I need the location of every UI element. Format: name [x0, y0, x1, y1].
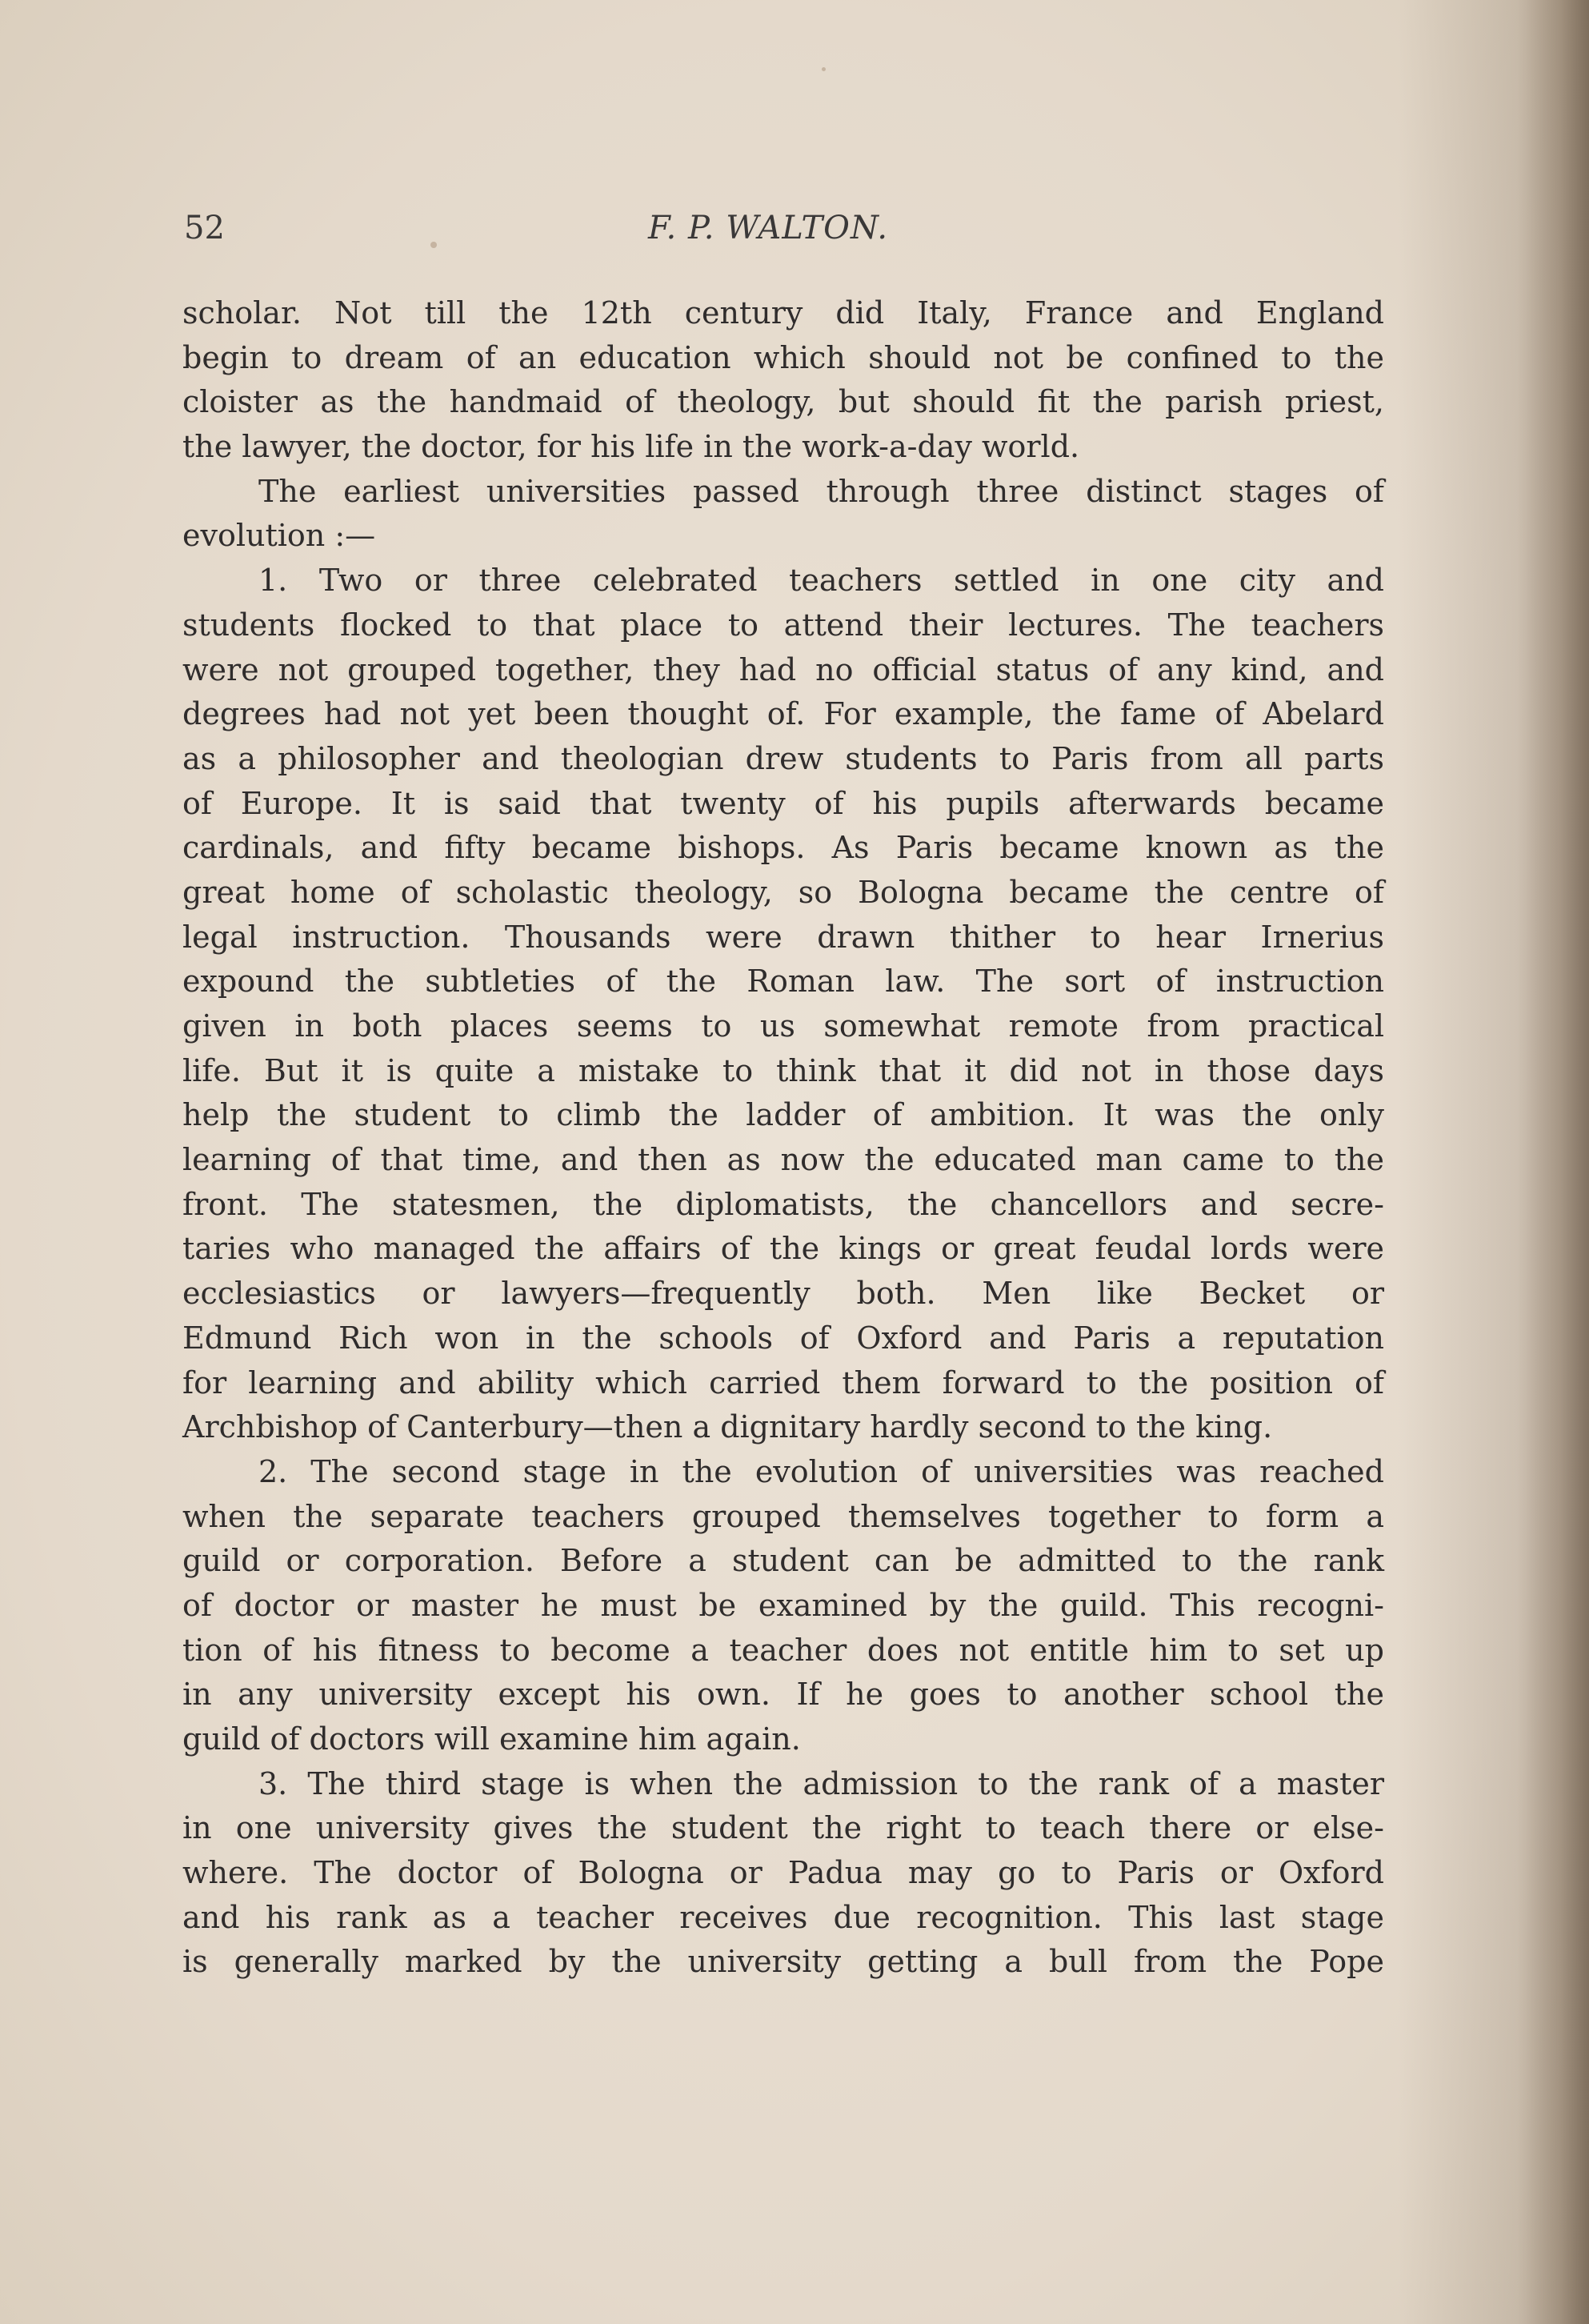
text-line: expound the subtleties of the Roman law. The sort of instruction — [182, 964, 1384, 1000]
text-line: in any university except his own. If he goes to another school the — [182, 1677, 1384, 1713]
text-line: Edmund Rich won in the schools of Oxford and Paris a reputation — [182, 1320, 1384, 1356]
text-line: 2. The second stage in the evolution of universities was reached — [258, 1453, 1384, 1489]
text-line: cloister as the handmaid of theology, but should fit the parish priest, — [182, 384, 1384, 420]
text-line: 1. Two or three celebrated teachers settled in one city and — [258, 563, 1384, 599]
text-line: were not grouped together, they had no official status of any kind, and — [182, 651, 1384, 687]
text-line: great home of scholastic theology, so Bologna became the centre of — [182, 874, 1384, 910]
text-line: cardinals, and fifty became bishops. As Paris became known as the — [182, 830, 1384, 866]
text-line: tion of his fitness to become a teacher does not entitle him to set up — [182, 1632, 1384, 1668]
text-line: guild of doctors will examine him again. — [182, 1721, 801, 1757]
paper-spot — [822, 67, 826, 71]
text-line: as a philosopher and theologian drew students to Paris from all parts — [182, 740, 1384, 776]
text-line: for learning and ability which carried them forward to the position of — [182, 1364, 1384, 1400]
running-head: F. P. WALTON. — [648, 210, 889, 246]
text-line: in one university gives the student the right to teach there or else- — [182, 1810, 1384, 1846]
text-line: evolution :— — [182, 518, 376, 554]
text-line: taries who managed the affairs of the kings or great feudal lords were — [182, 1231, 1384, 1267]
text-line: the lawyer, the doctor, for his life in the work-a-day world. — [182, 429, 1080, 465]
text-line: of doctor or master he must be examined by the guild. This recogni- — [182, 1587, 1384, 1623]
text-line: scholar. Not till the 12th century did Italy, France and England — [182, 295, 1384, 331]
text-line: Archbishop of Canterbury—then a dignitary hardly second to the king. — [182, 1409, 1273, 1445]
text-line: life. But it is quite a mistake to think that it did not in those days — [182, 1052, 1384, 1088]
text-line: The earliest universities passed through three distinct stages of — [258, 473, 1384, 509]
text-line: where. The doctor of Bologna or Padua may go to Paris or Oxford — [182, 1855, 1384, 1891]
page-header — [184, 210, 1384, 258]
text-line: when the separate teachers grouped themselves together to form a — [182, 1498, 1384, 1534]
text-line: learning of that time, and then as now the educated man came to the — [182, 1142, 1384, 1178]
body-text — [182, 291, 1384, 1985]
text-line: ecclesiastics or lawyers—frequently both. Men like Becket or — [182, 1276, 1384, 1312]
text-line: legal instruction. Thousands were drawn thither to hear Irnerius — [182, 919, 1384, 955]
text-line: given in both places seems to us somewhat remote from practical — [182, 1008, 1384, 1044]
text-line: help the student to climb the ladder of ambition. It was the only — [182, 1097, 1384, 1133]
text-line: front. The statesmen, the diplomatists, the chancellors and secre- — [182, 1186, 1384, 1222]
text-line: begin to dream of an education which should not be confined to the — [182, 339, 1384, 375]
text-line: is generally marked by the university getting a bull from the Pope — [182, 1944, 1384, 1980]
text-line: guild or corporation. Before a student can be admitted to the rank — [182, 1543, 1384, 1579]
page-edge-shadow — [1517, 0, 1589, 2324]
text-line: and his rank as a teacher receives due recognition. This last stage — [182, 1899, 1384, 1935]
text-line: 3. The third stage is when the admission to the rank of a master — [258, 1765, 1384, 1801]
page-number: 52 — [184, 210, 225, 246]
text-line: students flocked to that place to attend their lectures. The teachers — [182, 607, 1384, 643]
text-line: of Europe. It is said that twenty of his pupils afterwards became — [182, 785, 1384, 821]
text-line: degrees had not yet been thought of. For example, the fame of Abelard — [182, 696, 1384, 732]
